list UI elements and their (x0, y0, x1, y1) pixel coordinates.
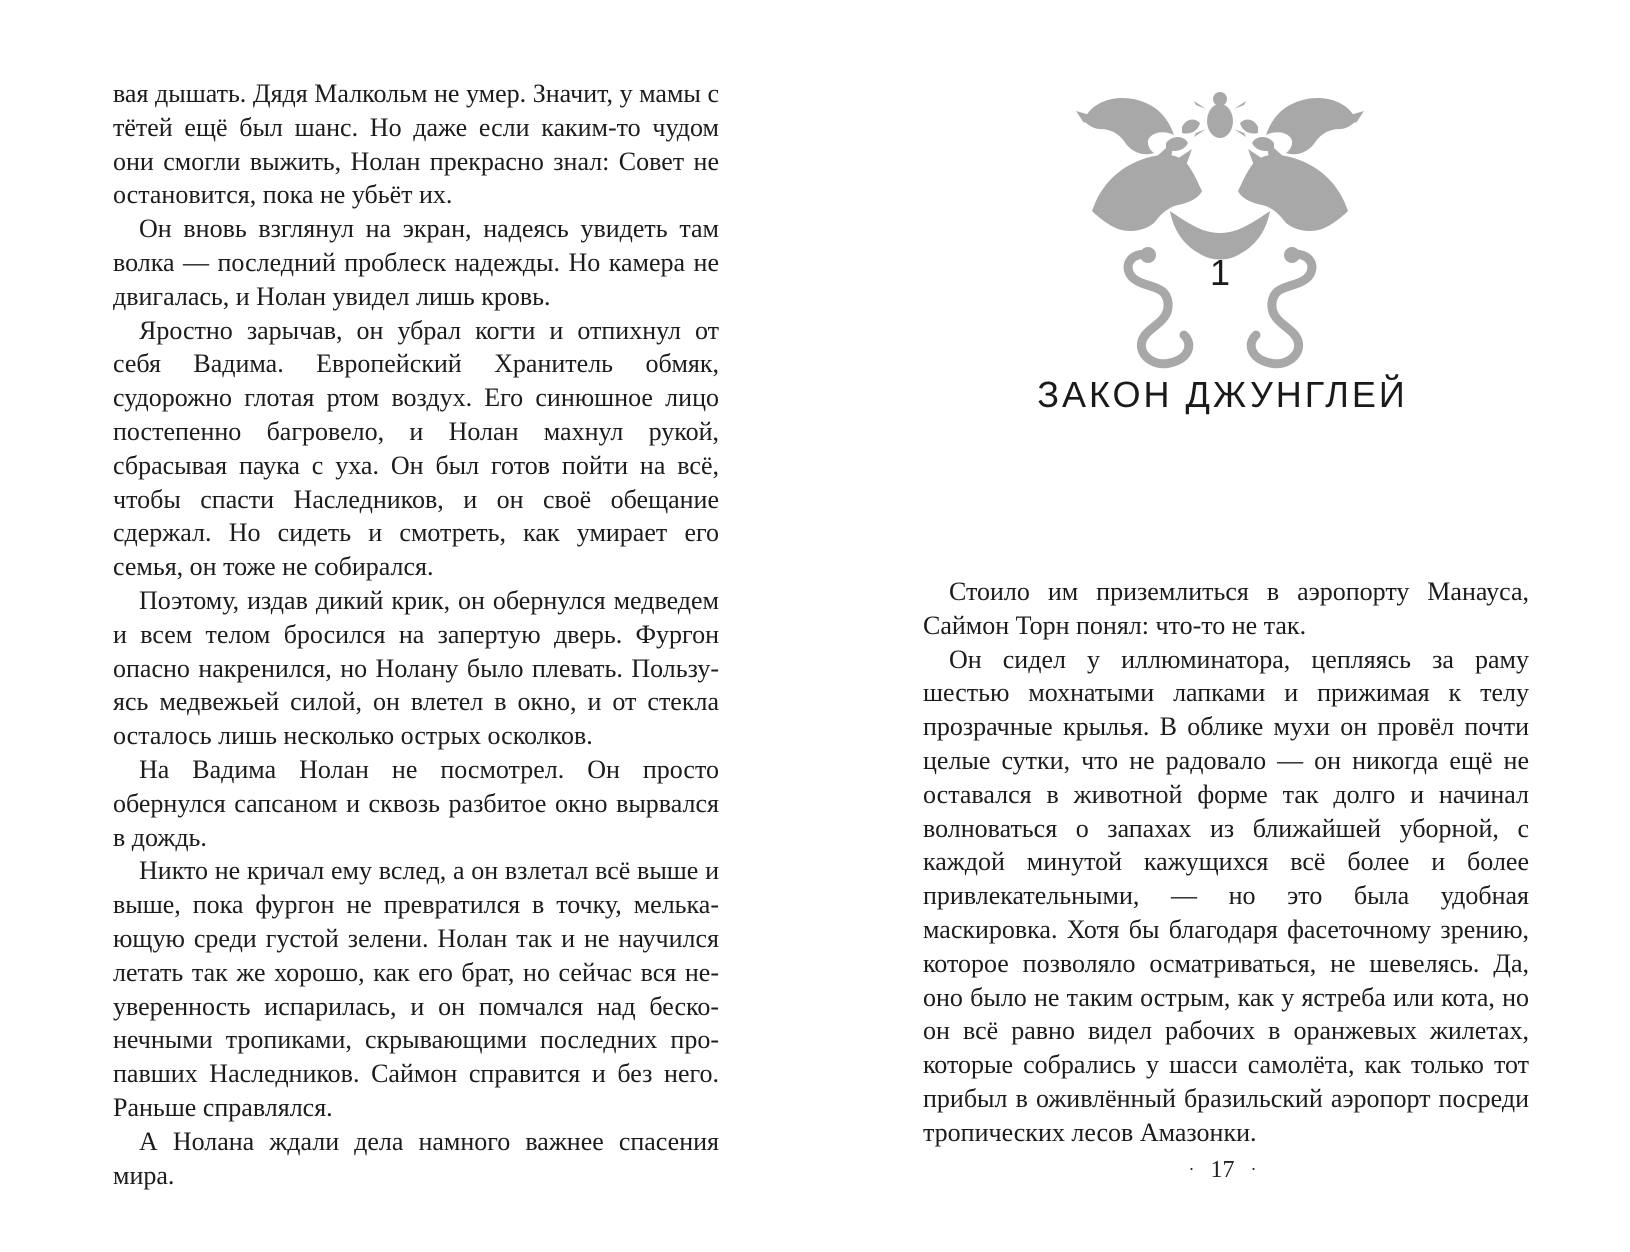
paragraph: А Нолана ждали дела намного важнее спасения мира. (113, 1126, 719, 1190)
page-number-dot-right: · (1250, 1159, 1257, 1179)
paragraph: Поэтому, издав дикий крик, он обернулся медведем и всем телом бросился на запертую дверь. Фургон опасно накренился, но Нолану было плевать. Пользуясь медвежьей силой, он влетел в окно, и от стекла осталось лишь несколько острых осколков. (113, 585, 719, 751)
paragraph: Стоило им приземлиться в аэропорту Манауса, Саймон Торн понял: что-то не так. (923, 577, 1529, 640)
paragraph: вая дышать. Дядя Малкольм не умер. Значит, у мамы с тётей ещё был шанс. Но даже если каким-то чудом они смогли выжить, Нолан прекрасно знал: Совет не остановится, пока не убьёт их. (113, 79, 719, 210)
animal-emblem-icon (1070, 83, 1370, 383)
page-number-value: 17 (1210, 1157, 1235, 1183)
paragraph: На Вадима Нолан не посмотрел. Он просто обернулся сапсаном и сквозь разбитое окно вырвался в дождь. (113, 754, 719, 852)
paragraph: Он сидел у иллюминатора, цепляясь за раму шестью мохнатыми лапками и прижимая к телу прозрачные крылья. В облике мухи он провёл почти целые сутки, что не радовало — он никогда ещё не оставался в животной форме так долго и начинал волноваться о запахах из ближайшей уборной, с каждой минутой кажущихся всё более и более привлекательными, — но это была удобная маскировка. Хотя бы благодаря фасеточному зрению, которое позволяло осматриваться, не шевелясь. Да, оно было не таким острым, как у ястреба или кота, но он всё равно видел рабочих в оранжевых жилетах, которые собрались у шасси самолёта, как только тот прибыл в оживлённый бразильский аэропорт посреди тропических лесов Амазонки. (923, 644, 1529, 1147)
paragraph: Яростно зарычав, он убрал когти и отпихнул от себя Вадима. Европейский Хранитель обмяк, судорожно глотая ртом воздух. Его синюшное лицо постепенно багровело, и Нолан махнул рукой, сбрасывая паука с уха. Он был готов пойти на всё, чтобы спасти Наследников, и он своё обещание сдержал. Но сидеть и смотреть, как умирает его семья, он тоже не собирался. (113, 315, 719, 582)
paragraph: Никто не кричал ему вслед, а он взлетал всё выше и выше, пока фургон не превратился в точку, мелькающую среди густой зелени. Нолан так и не научился летать так же хорошо, как его брат, но сейчас вся неуверенность испарилась, и он помчался над бесконечными тропиками, скрывающими последних пропавших Наследников. Саймон справится и без него. Раньше справлялся. (113, 856, 719, 1122)
chapter-number: 1 (1209, 252, 1231, 293)
paragraph: Он вновь взглянул на экран, надеясь увидеть там волка — последний проблеск надежды. Но камера не двигалась, и Нолан увидел лишь кровь. (113, 214, 719, 311)
right-page-text (923, 575, 1529, 1150)
chapter-title: ЗАКОН ДЖУНГЛЕЙ (1037, 374, 1408, 415)
left-page-text (113, 77, 719, 1192)
page-number (815, 1157, 1630, 1184)
right-page (815, 0, 1630, 1252)
page-number-dot-left: · (1188, 1159, 1195, 1179)
